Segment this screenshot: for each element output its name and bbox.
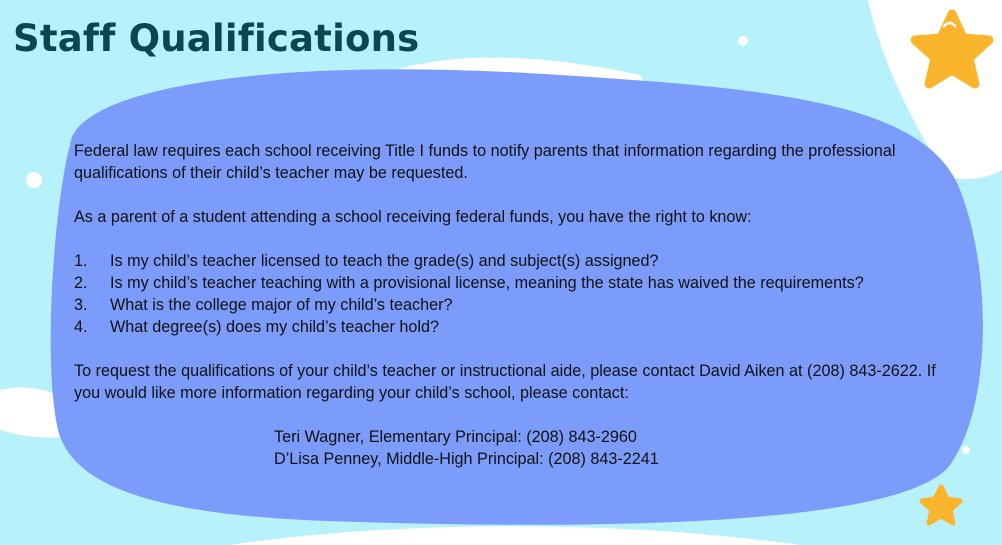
list-item (74, 250, 954, 272)
questions-list (74, 250, 954, 338)
white-wave-bottom (230, 526, 800, 545)
list-item-text: What is the college major of my child’s teacher? (110, 296, 453, 314)
page-title: Staff Qualifications (13, 17, 420, 60)
list-item (74, 294, 954, 316)
list-item-number: 3. (74, 296, 88, 314)
list-item (74, 272, 954, 294)
intro-paragraph: Federal law requires each school receiving Title I funds to notify parents that information regarding the professional qualifications of their child’s teacher may be requested. (74, 142, 896, 182)
list-item-text: Is my child’s teacher teaching with a provisional license, meaning the state has waived the requirements? (110, 274, 864, 292)
contact-elementary: Teri Wagner, Elementary Principal: (208) 843-2960 (274, 428, 637, 446)
contacts-block (74, 426, 954, 470)
list-item-number: 1. (74, 252, 88, 270)
dot-decoration (738, 36, 748, 46)
contact-middle-high: D’Lisa Penney, Middle-High Principal: (208) 843-2241 (274, 450, 659, 468)
right-to-know-paragraph: As a parent of a student attending a school receiving federal funds, you have the right to know: (74, 208, 752, 226)
list-item-number: 4. (74, 318, 88, 336)
dot-decoration (26, 172, 42, 188)
dot-decoration (962, 446, 970, 454)
list-item-text: What degree(s) does my child’s teacher hold? (110, 318, 440, 336)
list-item-number: 2. (74, 274, 88, 292)
notice-body (74, 140, 954, 470)
list-item-text: Is my child’s teacher licensed to teach the grade(s) and subject(s) assigned? (110, 252, 659, 270)
request-info-paragraph: To request the qualifications of your child’s teacher or instructional aide, please contact David Aiken at (208) 843-2622. If you would like more information regarding your child’s school, please contact: (74, 362, 936, 402)
list-item (74, 316, 954, 338)
star-icon (922, 487, 960, 523)
